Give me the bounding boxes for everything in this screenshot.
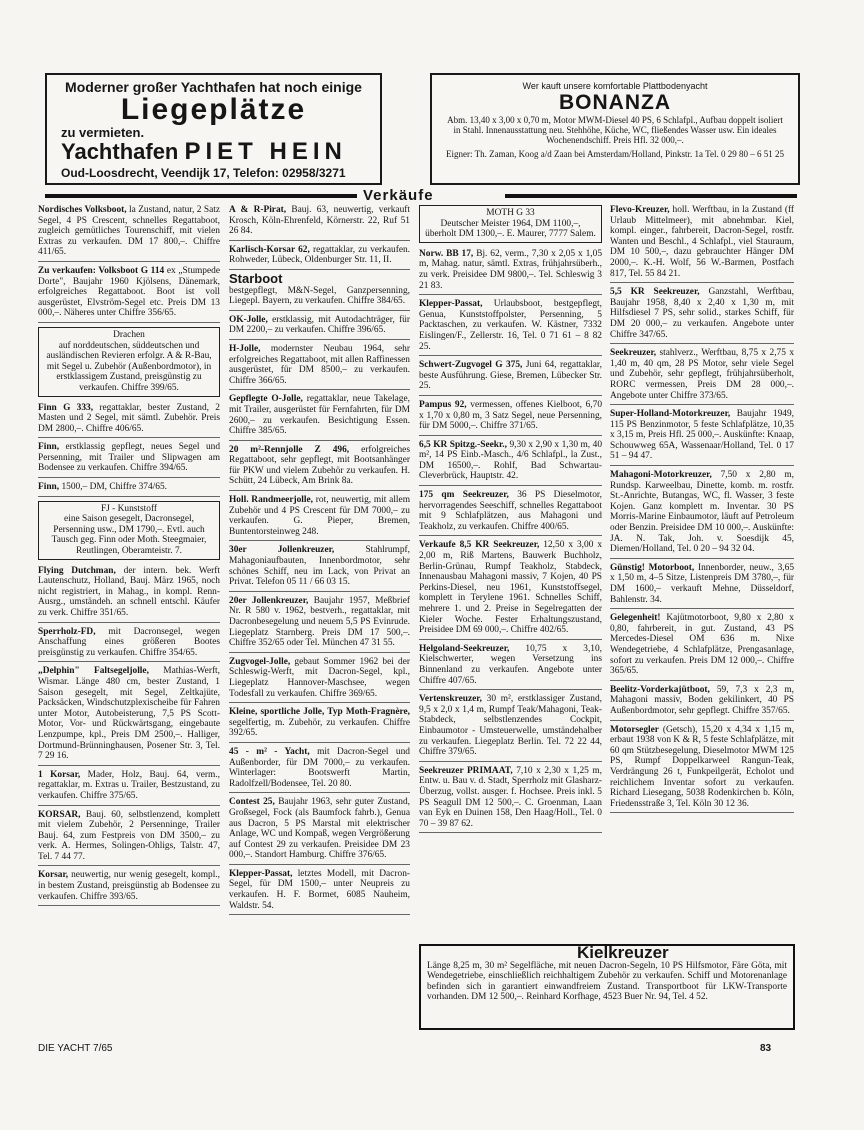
- banner-rule-right: [505, 194, 797, 198]
- ad-heading: Nordisches Volksboot,: [38, 205, 127, 215]
- ad-body: Stahlrumpf, Mahagoniaufbauten, Innenbordmotor, sehr schönes Schiff, neu im Lack, von Privat an Privat. Telefon 05 11 / 66 03 15.: [229, 545, 410, 588]
- ad-body: vermessen, offenes Kielboot, 6,70 x 1,70 x 0,80 m, 3 Satz Segel, neue Persenning, für DM 5000,–. Chiffre 371/65.: [419, 399, 603, 432]
- ad-heading: 6,5 KR Spitzg.-Seekr.,: [419, 439, 507, 450]
- ad-body: neuwertig, nur wenig gesegelt, kompl., in bestem Zustand, preisgünstig ab Bodensee zu verkaufen. Chiffre 393/65.: [38, 870, 220, 902]
- classified-ad: [38, 566, 220, 623]
- ad-body: der intern. bek. Werft Lautenschutz, Holland, Bauj. März 1965, noch nicht registriert, in Mahag., in kompl. Renn-Ausrg., umständeh. an schnell entschl. Käufer zu verk. Chiffre 351/65.: [38, 565, 221, 618]
- classified-ad: [229, 394, 410, 440]
- ad-line-4: [47, 140, 380, 164]
- ad-body: 36 PS Dieselmotor, hervorragendes Seeschiff, schnelles Regattaboot mit 9 Schlafplätzen, aus Mahagoni und Teakholz, zu verkaufen. Chiffre 400/65.: [419, 490, 602, 532]
- ad-line-3: zu vermieten.: [61, 125, 145, 140]
- ad-heading: Gepflegte O-Jolle,: [229, 394, 303, 405]
- ad-heading: Seekreuzer PRIMAAT,: [419, 765, 513, 776]
- classified-ad: [229, 245, 410, 270]
- ad-body: mit Dacronsegel, wegen Anschaffung eines größeren Bootes preisgünstig zu verkaufen. Chiffre 354/65.: [38, 626, 220, 658]
- ad-body: Deutscher Meister 1964, DM 1100,–, überholt DM 1300,–. E. Maurer, 7777 Salem.: [425, 218, 596, 240]
- ad-body: auf norddeutschen, süddeutschen und ausländischen Revieren erfolgr. A & R-Bau, mit Segel u. Zubehör (Außenbordmotor), in erstklassigem Zustand, preisgünstig zu verkaufen. Chiffre 399/65.: [46, 340, 212, 393]
- ad-body: Kajütmotorboot, 9,80 x 2,80 x 0,80, fahrbereit, in gut. Zustand, 43 PS Mercedes-Diesel OM 636 m. Nixe Wendegetriebe, 4 Schlafplätze, Prengasanlage, sofort zu verkaufen. Preis DM 12 000,–. Chiffre 365/65.: [610, 613, 794, 677]
- ad-heading: Zu verkaufen: Volksboot G 114: [38, 265, 165, 276]
- classified-ad: [229, 270, 410, 311]
- ad-heading: Finn G 333,: [38, 402, 94, 413]
- classified-ad: [610, 685, 794, 721]
- ad-body: ex „Stumpede Dorte", Baujahr 1960 Kjölsens, Dänemark, erfolgreiches Regattaboot. Boot ist voll ausgerüstet, Elvström-Segel etc. Preis DM 13 000,–. Näheres unter Chiffre 356/65.: [38, 265, 221, 319]
- ad-bonanza: [430, 73, 800, 185]
- ad-heading: Karlisch-Korsar 62,: [229, 244, 310, 255]
- ad-heading: Flevo-Kreuzer,: [610, 205, 670, 215]
- ad-body: gebaut Sommer 1962 bei der Schleswig-Werft, mit Dacron-Segel, kpl., Liegeplatz Hannover-Maschsee, wegen Todesfall zu verkaufen. Chiffre 369/65.: [229, 656, 410, 699]
- ad-heading: 30er Jollenkreuzer,: [229, 545, 335, 556]
- ad-body: Ganzstahl, Werftbau, Baujahr 1958, 8,40 x 2,40 x 1,30 m, mit Hilfsdiesel 7 PS, sehr solid., starkes Schiff, für DM 20 000,– zu verkaufen. Angebote unter Chiffre 347/65.: [610, 287, 794, 340]
- ad-body: Bauj. 60, selbstlenzend, komplett mit vielem Zubehör, 2 Persenninge, Trailer Bauj. 64, zum Festpreis von DM 3500,– zu verk. A. Hermes, Solingen-Ohligs, Talstr. 47, Tel. 7 44 77.: [38, 809, 221, 862]
- classified-ad: [610, 205, 794, 283]
- ad-heading: Klepper-Passat,: [419, 299, 483, 310]
- ad-heading: FJ - Kunststoff: [100, 503, 158, 514]
- classified-ad: [419, 540, 602, 639]
- classified-ad: [610, 725, 794, 814]
- classified-ad: [229, 797, 410, 865]
- classified-ad: [38, 501, 220, 560]
- ad-body: erstklassig, mit Autodachträger, für DM 2200,– zu verkaufen. Chiffre 396/65.: [229, 314, 410, 336]
- section-banner: [45, 187, 797, 204]
- classified-ad: [229, 315, 410, 340]
- classified-ad: [610, 287, 794, 344]
- ad-body: 1500,– DM, Chiffre 374/65.: [61, 482, 168, 493]
- ad-heading: Klepper-Passat,: [229, 868, 293, 879]
- ad-address: Oud-Loosdrecht, Veendijk 17, Telefon: 02958/3271: [61, 166, 346, 180]
- classified-ad: [419, 360, 602, 396]
- ad-heading: Gelegenheit!: [610, 613, 661, 624]
- classified-ad: [229, 545, 410, 591]
- ad-body: Mader, Holz, Bauj. 64, verm., regattaklar, m. Extras u. Trailer, Bestzustand, zu verkaufen. Chiffre 375/65.: [38, 769, 220, 801]
- ad-body: 9,30 x 2,90 x 1,30 m, 40 m², 14 PS Einb.-Masch., 4/6 Schlafpl., la Zust., DM 16500,–. Rohlf, Bad Schwartau-Cleverbrück, Hauptstr. 42.: [419, 439, 603, 482]
- classified-ad: [419, 205, 602, 243]
- ad-heading: Flying Dutchman,: [38, 565, 116, 576]
- classified-ad: [419, 490, 602, 536]
- ad-line-4-prefix: Yachthafen: [61, 139, 179, 164]
- ad-body: 7,50 x 2,80 m, Rundsp. Karweelbau, Dinette, komb. m. rostfr. St.-Anrichte, Butangas, WC, fl. Wasser, 3 feste Kojen. Ganz komplett m. Inventar. 30 PS Morris-Marine Einbaumotor, läuft auf Petroleum oder Benzin. Preisidee DM 10 000,–. Auskünfte: JA. N. Tak, Joh. v. Soesdijk 45, Diemen/Holland, Tel. 0 20 – 94 32 04.: [610, 470, 794, 555]
- ad-heading: 5,5 KR Seekreuzer,: [610, 287, 700, 298]
- ad-heading: Holl. Randmeerjolle,: [229, 495, 314, 506]
- ad-kielkreuzer: [419, 944, 795, 1030]
- classified-ad: [38, 666, 220, 765]
- ad-body: la Zustand, natur, 2 Satz Segel, 4 PS Crescent, schnelles Regattaboot, zugleich gemütliches Tourenschiff, mit vielen Extras zu verkaufen. DM 17 800,–. Chiffre 411/65.: [38, 205, 221, 258]
- classified-ad: [229, 596, 410, 653]
- classified-ad: [38, 482, 220, 497]
- classified-ad: [229, 445, 410, 491]
- ad-heading: Korsar,: [38, 870, 69, 881]
- classified-ad: [38, 327, 220, 397]
- ad-body: modernster Neubau 1964, sehr erfolgreiches Regattaboot, mit allen Raffinessen ausgerüstet, für DM 8500,– zu verkaufen. Chiffre 366/65.: [229, 343, 410, 386]
- ad-body: segelfertig, m. Zubehör, zu verkaufen. Chiffre 392/65.: [229, 717, 410, 739]
- ad-heading: 45 - m² - Yacht,: [229, 746, 310, 757]
- classified-ad: [419, 694, 602, 762]
- classified-ad: [38, 442, 220, 478]
- classified-ad: [419, 400, 602, 436]
- column-4: [610, 205, 794, 817]
- ad-heading: Vertenskreuzer,: [419, 694, 482, 705]
- classified-ad: [229, 657, 410, 703]
- classified-ad: [610, 613, 794, 681]
- ad-body: regattaklar, neue Takelage, mit Trailer, ausgerüstet für Fernfahrten, für DM 2600,– zu verkaufen. Besichtigung Essen. Chiffre 385/65.: [229, 394, 411, 437]
- ad-body: erfolgreiches Regattaboot, sehr gepflegt, mit Bootsanhänger für PKW und vielem Zubehör zu verkaufen. H. Schütt, 24 Lübeck, Am Brink 8a.: [229, 444, 410, 487]
- ad-heading: Sperrholz-FD,: [38, 626, 96, 637]
- classified-ad: [229, 869, 410, 915]
- ad-heading: Beelitz-Vorderkajütboot,: [610, 684, 710, 695]
- ad-heading: Zugvogel-Jolle,: [229, 656, 291, 667]
- ad-heading: Finn,: [38, 442, 60, 453]
- classified-ad: [38, 266, 220, 323]
- classified-ad: [610, 409, 794, 466]
- ad-heading: Motorsegler: [610, 724, 659, 735]
- ad-body: 12,50 x 3,00 x 2,00 m, Riß Martens, Bauwerk Buchholz, Berlin-Grünau, Rumpf Teakholz, Stabdeck, Innenausbau Mahagoni massiv, 7 Kojen, 40 PS Perkins-Diesel, neu 1961, Kunststoffsegel, komplett in Terylene 1961. Schnelles Schiff, mehrere 1. und 2. Preise in Segelregatten der Kieler Woche. Fester Erhaltungszustand, Preisidee DM 69 000,–. Chiffre 402/65.: [419, 540, 603, 636]
- ad-heading: Finn,: [38, 482, 60, 493]
- classified-ad: [610, 470, 794, 559]
- ad-heading: Drachen: [113, 329, 145, 340]
- ad-company-name: PIET HEIN: [184, 138, 347, 165]
- ad-body: 30 m², erstklassiger Zustand, 9,5 x 2,0 x 1,4 m, Rumpf Teak/Mahagoni, Teak-Stabdeck, selbstlenzendes Cockpit, Einbaumotor - Umsteuerwelle, umständehalber zu verkaufen. Liegeplatz Berlin. Tel. 72 22 44, Chiffre 379/65.: [419, 694, 603, 758]
- banner-rule-left: [45, 194, 357, 198]
- classified-ad: [610, 563, 794, 609]
- ad-heading: MOTH G 33: [486, 208, 535, 218]
- classified-ad: [38, 205, 220, 262]
- ad-heading: Super-Holland-Motorkreuzer,: [610, 409, 731, 420]
- column-2: [229, 205, 410, 919]
- ad-body: bestgepflegt, M&N-Segel, Ganzpersenning, Liegepl. Bayern, zu verkaufen. Chiffre 384/65.: [229, 285, 410, 307]
- ad-headline: Liegeplätze: [120, 93, 307, 126]
- classified-ad: [229, 747, 410, 793]
- ad-body: mit Dacron-Segel und Außenborder, für DM 7000,– zu verkaufen. Winterlager: Bootswerft Martin, Radolfzell/Bodensee, Tel. 20 80.: [229, 746, 410, 789]
- ad-body: eine Saison gesegelt, Dacronsegel, Persenning usw., DM 1790,–. Evtl. auch Tausch geg. Finn oder Moth. Steegmaier, Reutlingen, Oberamteistr. 7.: [51, 514, 207, 557]
- ad-liegeplaetze: [45, 73, 382, 185]
- classified-ad: [419, 766, 602, 834]
- bonanza-headline: BONANZA: [559, 91, 671, 114]
- ad-heading: Kleine, sportliche Jolle, Typ Moth-Fragnère,: [229, 707, 410, 718]
- ad-body: Mathias-Werft, Wismar. Länge 480 cm, bester Zustand, 1 Saison gesegelt, mit Segel, Zeltkajüte, Packsäcken, Windschutzplexischeibe für Fahren unter Motor, Autobeisterung, 7,5 PS Scott-Motor, Vor- und Rückwärtsgang, eingebaute Lenzpumpe, kpl., Preis DM 2500,–. Halliger, Dortmund-Brünninghausen, Posener Str. 3, Tel. 7 29 16.: [38, 666, 221, 762]
- ad-body: Bauj. 63, neuwertig, verkauft Krosch, Köln-Ehrenfeld, Körnerstr. 22, Ruf 51 26 84.: [229, 205, 410, 237]
- ad-heading: 20er Jollenkreuzer,: [229, 595, 309, 606]
- ad-heading: „Delphin" Faltsegeljolle,: [38, 666, 149, 677]
- ad-body: 10,75 x 3,10, Kielschwerter, wegen Versetzung ins Binnenland zu verkaufen. Angebote unter Chiffre 407/65.: [419, 643, 603, 686]
- column-3: [419, 205, 602, 837]
- classified-ad: [229, 344, 410, 390]
- ad-body: 59, 7,3 x 2,3 m, Mahagoni massiv, Boden gekilinkert, 40 PS Außenbordmotor, sehr gepflegt. Chiffre 357/65.: [610, 684, 794, 716]
- ad-heading: Mahagoni-Motorkreuzer,: [610, 470, 712, 481]
- ad-heading: 20 m²-Rennjolle Z 496,: [229, 444, 350, 455]
- bonanza-owner: Eigner: Th. Zaman, Koog a/d Zaan bei Amsterdam/Holland, Pinkstr. 1a Tel. 0 29 80 – 6 51 25: [446, 149, 784, 159]
- ad-body: regattaklar, bester Zustand, 2 Masten und 2 Segel, mit sämtl. Zubehör. Preis DM 2800,–. Chiffre 406/65.: [38, 402, 220, 434]
- ad-body: 7,10 x 2,30 x 1,25 m, Entw. u. Bau v. d. Stadt, Sperrholz mit Glasharz-Überzug, vollst. ausger. f. Hochsee. Preis inkl. 5 PS Seagull DM 12 500,–. C. Groenman, Laan van Eyk en Duinen 158, Den Haag/Holl., Tel. 0 70 – 39 87 62.: [419, 765, 602, 829]
- classified-ad: [229, 707, 410, 743]
- section-title: Verkäufe: [363, 187, 434, 204]
- ad-body: holl. Werftbau, in la Zustand (ff Urlaub Mittelmeer), mit abnehmbar. Kiel, kompl. einger., fahrbereit, Dacron-Segel, rostfr. Wanten und Beschl., 4 Schlafpl., viel Stauraum, DM 10 500,–, dazu gebrauchter Hänger DM 2000,–. K.-H. Wolf, 56 W.-Barmen, Postfach 817, Tel. 55 84 21.: [610, 205, 795, 279]
- ad-body: stahlverz., Werftbau, 8,75 x 2,75 x 1,40 m, 40 qm, 28 PS Motor, sehr viele Segel und Zubehör, sehr gepflegt, frühjahrsüberholt, RORC vermessen, Preis DM 28 000,–. Angebote unter Chiffre 373/65.: [610, 348, 795, 401]
- ad-heading: Pampus 92,: [419, 399, 467, 410]
- bonanza-details: Abm. 13,40 x 3,00 x 0,70 m, Motor MWM-Diesel 40 PS, 6 Schlafpl., Aufbau doppelt isoliert in Stahl. Innenausstattung neu. Stehhöhe, Küche, WC, fließendes Wasser usw. Ein ideales Wochenendschiff. Preis Hfl. 32 000,–.: [447, 115, 783, 145]
- ad-heading: KORSAR,: [38, 809, 81, 820]
- ad-heading: Norw. BB 17,: [419, 248, 474, 259]
- bonanza-intro: Wer kauft unsere komfortable Plattbodenyacht: [522, 81, 708, 91]
- ad-body: Juni 64, regattaklar, beste Ausführung. Giese, Bremen, Lübecker Str. 25.: [419, 360, 602, 392]
- ad-heading: OK-Jolle,: [229, 314, 268, 325]
- ad-body: Baujahr 1957, Meßbrief Nr. R 580 v. 1962, bestverh., regattaklar, mit Dacronbesegelung und neuem 5,5 PS Evinrude. Liegeplatz Starnberg. Preis DM 17 500,–. Chiffre 352/65 oder Tel. München 47 31 55.: [229, 595, 410, 649]
- classified-ad: [38, 810, 220, 867]
- classified-ad: [38, 770, 220, 806]
- ad-body: Urlaubsboot, bestgepflegt, Genua, Kunststoffpolster, Persenning, 5 Packtaschen, zu verkaufen. W. Kästner, 7332 Eislingen/F., Zellerstr. 16, Tel. 0 71 61 – 8 82 25.: [419, 299, 602, 352]
- classified-ad: [419, 249, 602, 295]
- kielkreuzer-title: Kielkreuzer: [577, 943, 669, 962]
- classified-ad: [229, 495, 410, 541]
- column-1: [38, 205, 220, 910]
- classified-ad: [229, 205, 410, 241]
- ad-heading: Schwert-Zugvogel G 375,: [419, 360, 523, 371]
- ad-body: regattaklar, zu verkaufen. Rohweder, Lübeck, Oldenburger Str. 11, II.: [229, 244, 411, 266]
- ad-heading: H-Jolle,: [229, 343, 261, 354]
- ad-heading: Seekreuzer,: [610, 348, 657, 359]
- footer-magazine: DIE YACHT 7/65: [38, 1043, 113, 1054]
- ad-body: Baujahr 1949, 115 PS Benzinmotor, 5 feste Schlafplätze, 10,35 x 3,15 m, Preis Hfl. 25 000,–. Auskünfte: Knaap, Schouwweg 65A, Wassenaar/Holland, Tel. 0 17 51 – 94 47.: [610, 409, 794, 462]
- classified-ad: [38, 403, 220, 439]
- ad-body: Baujahr 1963, sehr guter Zustand, Großsegel, Fock (als Baumfock fahrb.), Genua aus Dacron, 5 PS Marstal mit elektrischer Anlage, WC und Kompaß, wegen Vergrößerung auf Contest 29 zu verkaufen. Preisidee DM 23 000,–. Standort Hamburg. Chiffre 376/65.: [229, 797, 410, 861]
- classified-ad: [38, 870, 220, 906]
- classified-ad: [38, 627, 220, 663]
- ad-heading: 175 qm Seekreuzer,: [419, 490, 509, 501]
- ad-heading: Günstig! Motorboot,: [610, 562, 695, 573]
- ad-heading: Contest 25,: [229, 797, 275, 808]
- ad-body: rot, neuwertig, mit allem Zubehör und 4 PS Crescent für DM 7000,– zu verkaufen. G. Pieper, Bremen, Buntentorsteinweg 248.: [229, 495, 410, 537]
- classified-ad: [419, 440, 602, 486]
- ad-heading: A & R-Pirat,: [229, 205, 287, 215]
- classified-ad: [610, 348, 794, 405]
- kielkreuzer-text: Länge 8,25 m, 30 m² Segelfläche, mit neuen Dacron-Segeln, 10 PS Hilfsmotor, Färe Göta, mit Wendegetriebe, einschließlich reichhaltigem Zubehör zu verkaufen. Schiff und Motorenanlage befinden sich in garantiert einwandfreiem Zustand. Transportboot für LKW-Transporte vorhanden. DM 12 500,–. Reinhard Korfhage, 4523 Buer Nr. 94, Tel. 4 52.: [427, 960, 787, 1002]
- ad-line-1: Moderner großer Yachthafen hat noch einige: [65, 79, 362, 95]
- classified-ad: [419, 299, 602, 356]
- ad-body: Innenborder, neuw., 3,65 x 1,50 m, 4–5 Sitze, Listenpreis DM 3780,–, für DM 1600,– verkauft Mehne, Düsseldorf, Bahlenstr. 34.: [610, 562, 795, 605]
- ad-heading: Verkaufe 8,5 KR Seekreuzer,: [419, 540, 540, 551]
- ad-heading: Starboot: [229, 270, 283, 286]
- ad-body: erstklassig gepflegt, neues Segel und Persenning, mit Trailer und Slipwagen am Bodensee zu verkaufen. Chiffre 394/65.: [38, 442, 221, 474]
- ad-heading: 1 Korsar,: [38, 769, 81, 780]
- ad-body: Bj. 62, verm., 7,30 x 2,05 x 1,05 m, Mahag. natur, sämtl. Extras, frühjahrsüberh., zu verk. Preisidee DM 9800,–. Tel. Schleswig 3 21 83.: [419, 248, 603, 291]
- ad-body: (Getsch), 15,20 x 4,34 x 1,15 m, erbaut 1938 von K & R, 5 feste Schlafplätze, mit 60 qm Stützbesegelung, Dieselmotor MWM 125 PS, Rumpf Doppelkarweel Rangun-Teak, Verdrängung 26 t, Funkpeilgerät, Echolot und reichlichem Inventar sofort zu verkaufen. Richard Liesegang, 5038 Rodenkirchen b. Köln, Friedensstraße 3, Tel. Köln 30 12 36.: [610, 724, 794, 809]
- ad-body: letztes Modell, mit Dacron-Segel, für DM 1500,– unter Neupreis zu verkaufen. H. F. Bormet, 6085 Nauheim, Waldstr. 54.: [229, 868, 411, 911]
- ad-heading: Helgoland-Seekreuzer,: [419, 643, 510, 654]
- page-number: 83: [760, 1043, 772, 1054]
- classified-ad: [419, 644, 602, 690]
